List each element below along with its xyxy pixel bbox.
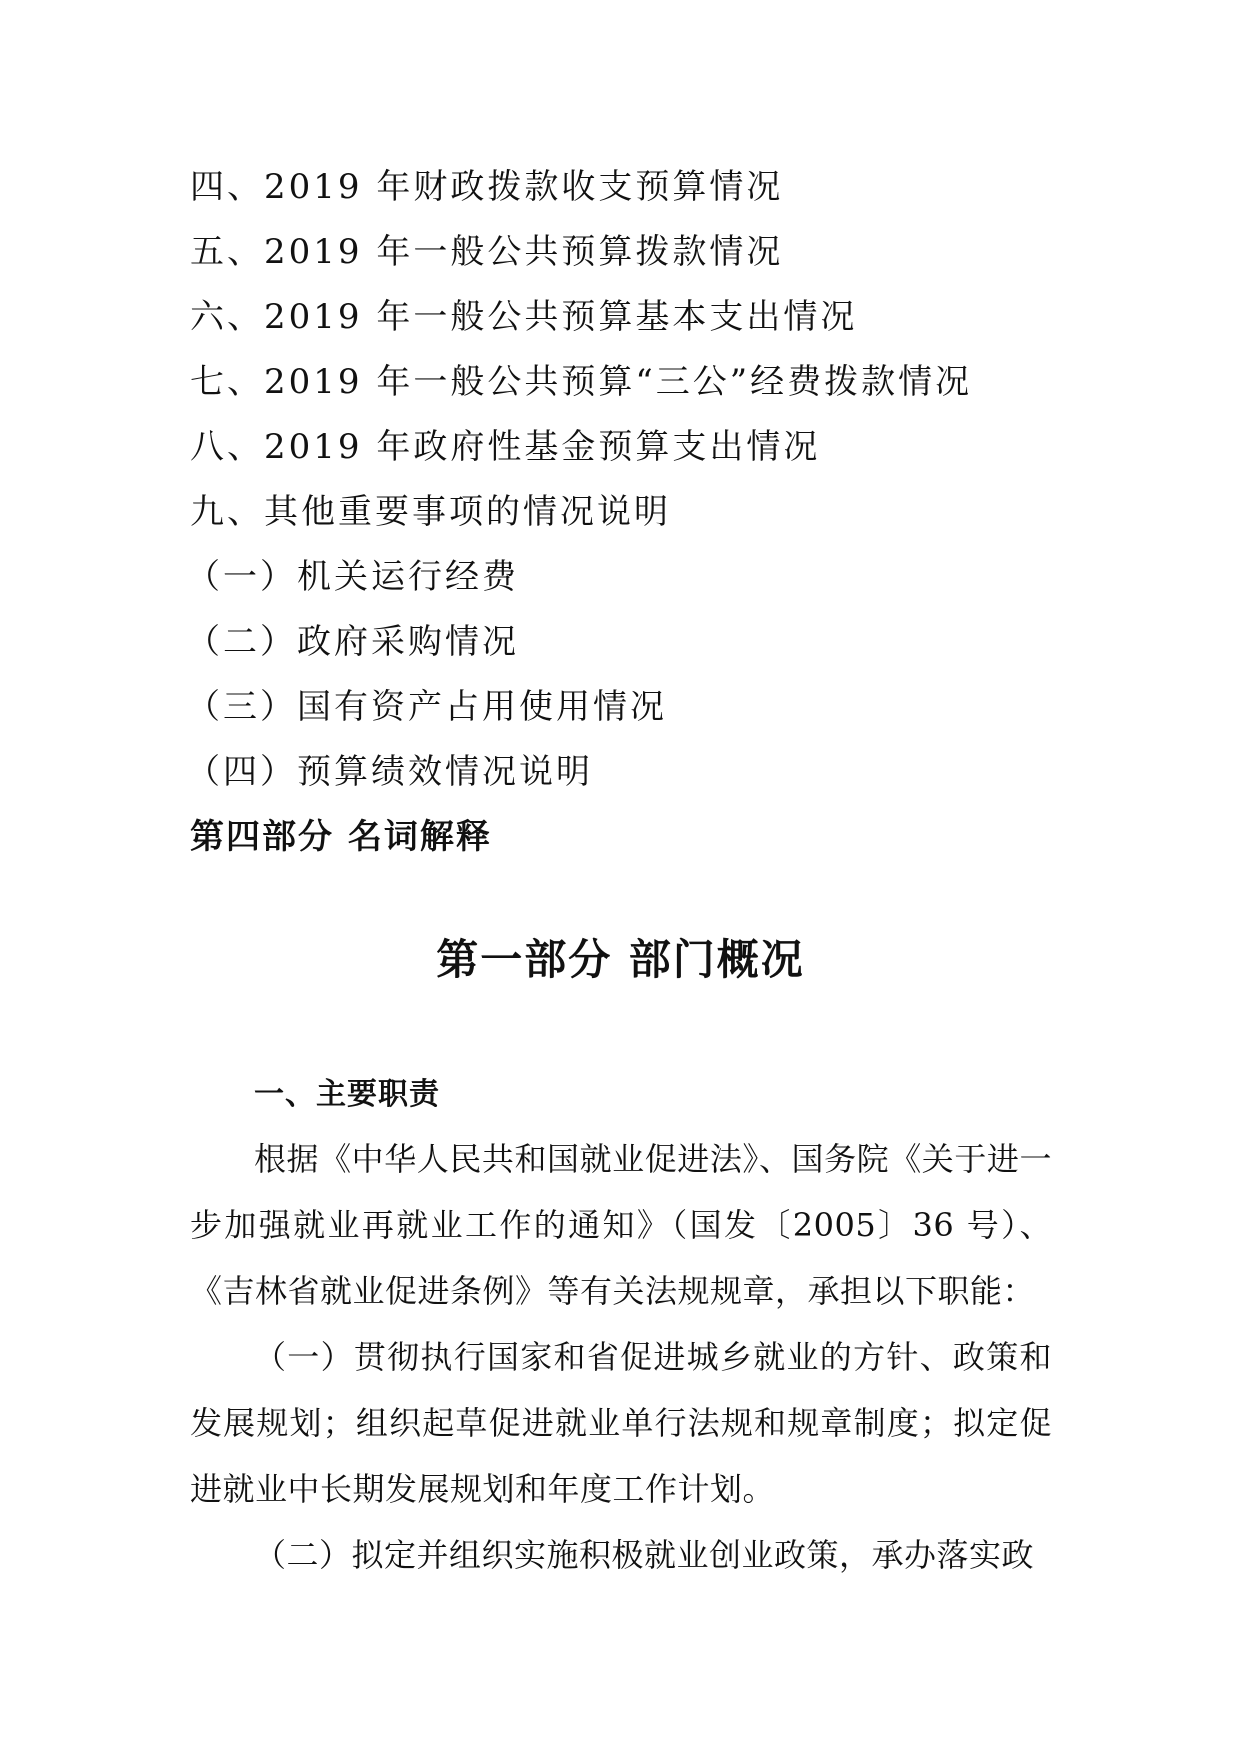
table-of-contents (186, 155, 1090, 870)
toc-sub-item: （三）国有资产占用使用情况 (186, 687, 667, 727)
toc-item: 六、2019 年一般公共预算基本支出情况 (190, 297, 858, 337)
toc-item: 八、2019 年政府性基金预算支出情况 (190, 427, 821, 467)
toc-item: 七、2019 年一般公共预算“三公”经费拨款情况 (190, 362, 973, 402)
toc-item: 九、其他重要事项的情况说明 (190, 492, 671, 532)
body-paragraph: （一）贯彻执行国家和省促进城乡就业的方针、政策和发展规划；组织起草促进就业单行法规和规章制度；拟定促进就业中长期发展规划和年度工作计划。 (190, 1338, 1052, 1508)
section-title: 第一部分 部门概况 (436, 935, 805, 984)
body-paragraph: （二）拟定并组织实施积极就业创业政策，承办落实政 (254, 1536, 1035, 1574)
section-heading: 一、主要职责 (254, 1077, 440, 1112)
body-paragraph: 根据《中华人民共和国就业促进法》、国务院《关于进一步加强就业再就业工作的通知》（国发〔2005〕36 号）、《吉林省就业促进条例》等有关法规规章，承担以下职能： (190, 1140, 1052, 1310)
toc-sub-item: （一）机关运行经费 (186, 557, 519, 597)
toc-item: 四、2019 年财政拨款收支预算情况 (190, 167, 784, 207)
toc-part-four: 第四部分 名词解释 (190, 817, 492, 857)
toc-sub-item: （二）政府采购情况 (186, 622, 519, 662)
toc-item: 五、2019 年一般公共预算拨款情况 (190, 232, 784, 272)
toc-sub-item: （四）预算绩效情况说明 (186, 752, 593, 792)
